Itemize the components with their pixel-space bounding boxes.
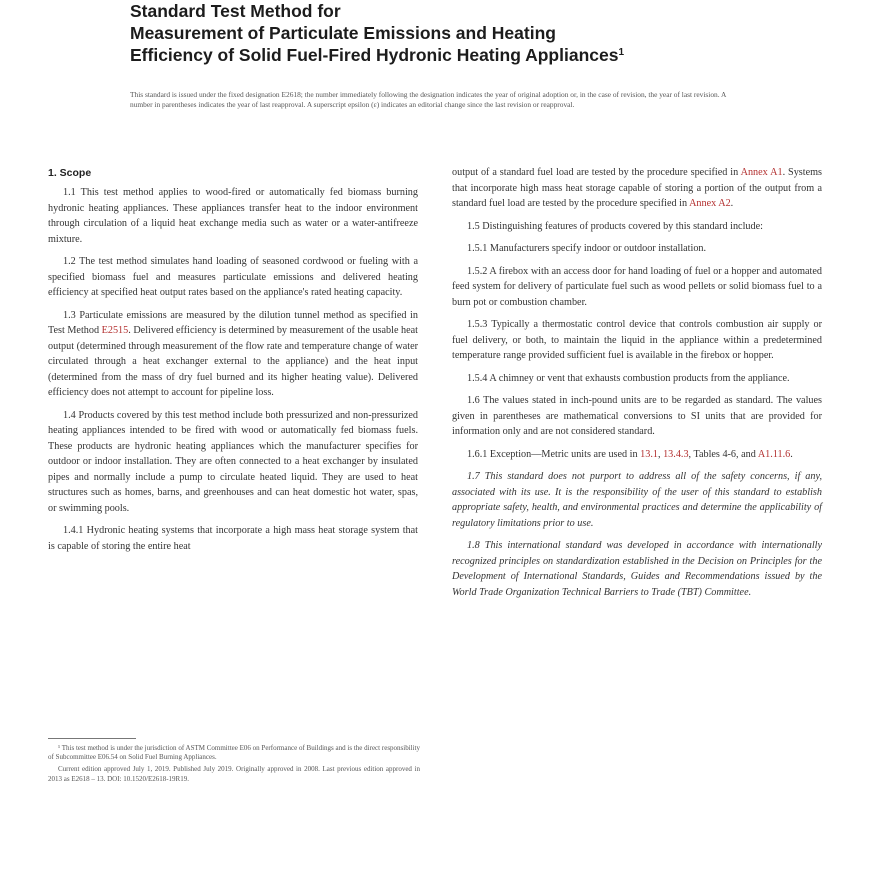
paragraph-1-4-1-continued xyxy=(452,165,822,212)
title-line-2: Measurement of Particulate Emissions and Heating xyxy=(130,23,556,43)
paragraph-1-5-1: 1.5.1 Manufacturers specify indoor or outdoor installation. xyxy=(467,243,707,254)
paragraph-1-5: 1.5 Distinguishing features of products covered by this standard include: xyxy=(467,220,763,232)
continued-text-a: output of a standard fuel load are tested by the procedure specified in xyxy=(452,167,741,178)
title-line-1: Standard Test Method for xyxy=(130,1,341,21)
paragraph-1-6-1-text-c: . xyxy=(790,448,793,460)
paragraph-1-1: 1.1 This test method applies to wood-fired or automatically fed biomass burning hydronic heating appliances. These appliances transfer heat to the indoor environment through circulation of a liquid heat exchange media such as water or a water-antifreeze mixture. xyxy=(48,187,418,245)
paragraph-1-6-1 xyxy=(452,447,822,463)
paragraph-1-2: 1.2 The test method simulates hand loading of seasoned cordwood or fueling with a specified biomass fuel and measures particulate emissions and delivered heating efficiency at specified heat output rates based on the appliance's rated heating capacity. xyxy=(48,256,418,298)
reference-link-a1-11-6[interactable]: A1.11.6 xyxy=(757,448,791,460)
left-column xyxy=(48,165,418,561)
title-line-3 xyxy=(130,44,750,66)
reference-link-13-4-3[interactable]: 13.4.3 xyxy=(663,448,689,460)
paragraph-1-4: 1.4 Products covered by this test method include both pressurized and non-pressurized heating appliances intended to be fired with wood or automatically fed biomass fuels. These products are hydronic heating appliances which the manufacturer specifies for outdoor or indoor installation. They are often connected to a heat exchanger by insulated pipes and normally include a pump to circulate heated liquid. They are used to heat structures such as homes, barns, and greenhouses and can heat domestic hot water, spas, or swimming pools. xyxy=(48,409,418,514)
paragraph-1-3-text-b: . Delivered efficiency is determined by measurement of the usable heat output (determined through measurement of the flow rate and temperature change of water circulated through a heat exchanger external to the appliance) and the heat input (determined from the mass of dry fuel burned and its higher heating value). Delivered efficiency does not attempt to account for pipeline loss. xyxy=(48,325,418,398)
paragraph-1-4-1: 1.4.1 Hydronic heating systems that incorporate a high mass heat storage system that is capable of storing the entire heat xyxy=(48,525,418,552)
title-footnote-mark: 1 xyxy=(618,47,625,58)
paragraph-1-5-4: 1.5.4 A chimney or vent that exhausts combustion products from the appliance. xyxy=(467,372,790,384)
paragraph-1-6-1-sep: , xyxy=(657,448,664,460)
paragraph-1-5-2: 1.5.2 A firebox with an access door for hand loading of fuel or a hopper and automated feed system for delivery of particulate fuel such as wood pellets or solid biomass fuel to a burn pot or combustion chamber. xyxy=(452,265,822,308)
paragraph-1-5-3: 1.5.3 Typically a thermostatic control device that controls combustion air supply or fuel delivery, or both, to maintain the liquid in the appliance within a predetermined temperature range provided sufficient fuel is available in the firebox or hopper. xyxy=(452,319,822,361)
paragraph-1-6-1-text-a: 1.6.1 Exception—Metric units are used in xyxy=(467,448,641,460)
reference-link-annex-a1[interactable]: Annex A1 xyxy=(740,167,783,178)
paragraph-1-6: 1.6 The values stated in inch-pound units are to be regarded as standard. The values given in parentheses are mathematical conversions to SI units that are provided for information only and are not considered standard. xyxy=(452,395,822,437)
footnotes xyxy=(48,744,420,787)
footnote-1: ¹ This test method is under the jurisdiction of ASTM Committee E06 on Performance of Buildings and is the direct responsibility of Subcommittee E06.54 on Solid Fuel Burning Appliances. xyxy=(48,744,420,762)
footnote-2: Current edition approved July 1, 2019. Published July 2019. Originally approved in 2008. Last previous edition approved in 2013 as E2618 – 13. DOI: 10.1520/E2618-19R19. xyxy=(48,765,420,783)
document-title xyxy=(130,0,750,66)
paragraph-1-7: 1.7 This standard does not purport to address all of the safety concerns, if any, associated with its use. It is the responsibility of the user of this standard to establish appropriate safety, health, and environmental practices and determine the applicability of regulatory limitations prior to use. xyxy=(452,471,822,529)
paragraph-1-8: 1.8 This international standard was developed in accordance with internationally recognized principles on standardization established in the Decision on Principles for the Development of International Standards, Guides and Recommendations issued by the World Trade Organization Technical Barriers to Trade (TBT) Committee. xyxy=(452,540,822,598)
reference-link-annex-a2[interactable]: Annex A2 xyxy=(689,198,731,209)
footnote-divider xyxy=(48,738,136,739)
title-line-3-text: Efficiency of Solid Fuel-Fired Hydronic Heating Appliances xyxy=(130,45,619,65)
paragraph-1-3 xyxy=(48,308,418,401)
continued-text-b: . Systems that incorporate high mass heat storage capable of storing a portion of the output from a standard fuel load are tested by the procedure specified in xyxy=(452,167,822,209)
reference-link-e2515[interactable]: E2515 xyxy=(101,325,129,336)
paragraph-1-3-text-a: 1.3 Particulate emissions are measured by the dilution tunnel method as specified in Test Method xyxy=(48,309,418,336)
designation-note: This standard is issued under the fixed designation E2618; the number immediately following the designation indicates the year of original adoption or, in the case of revision, the year of last revision. A number in parentheses indicates the year of last reapproval. A superscript epsilon (ε) indicates an editorial change since the last revision or reapproval. xyxy=(130,90,726,109)
continued-text-c: . xyxy=(730,198,734,209)
paragraph-1-6-1-text-b: , Tables 4-6, and xyxy=(688,448,758,460)
reference-link-13-1[interactable]: 13.1 xyxy=(640,448,658,460)
right-column xyxy=(452,165,822,607)
section-heading-scope: 1. Scope xyxy=(48,167,92,179)
